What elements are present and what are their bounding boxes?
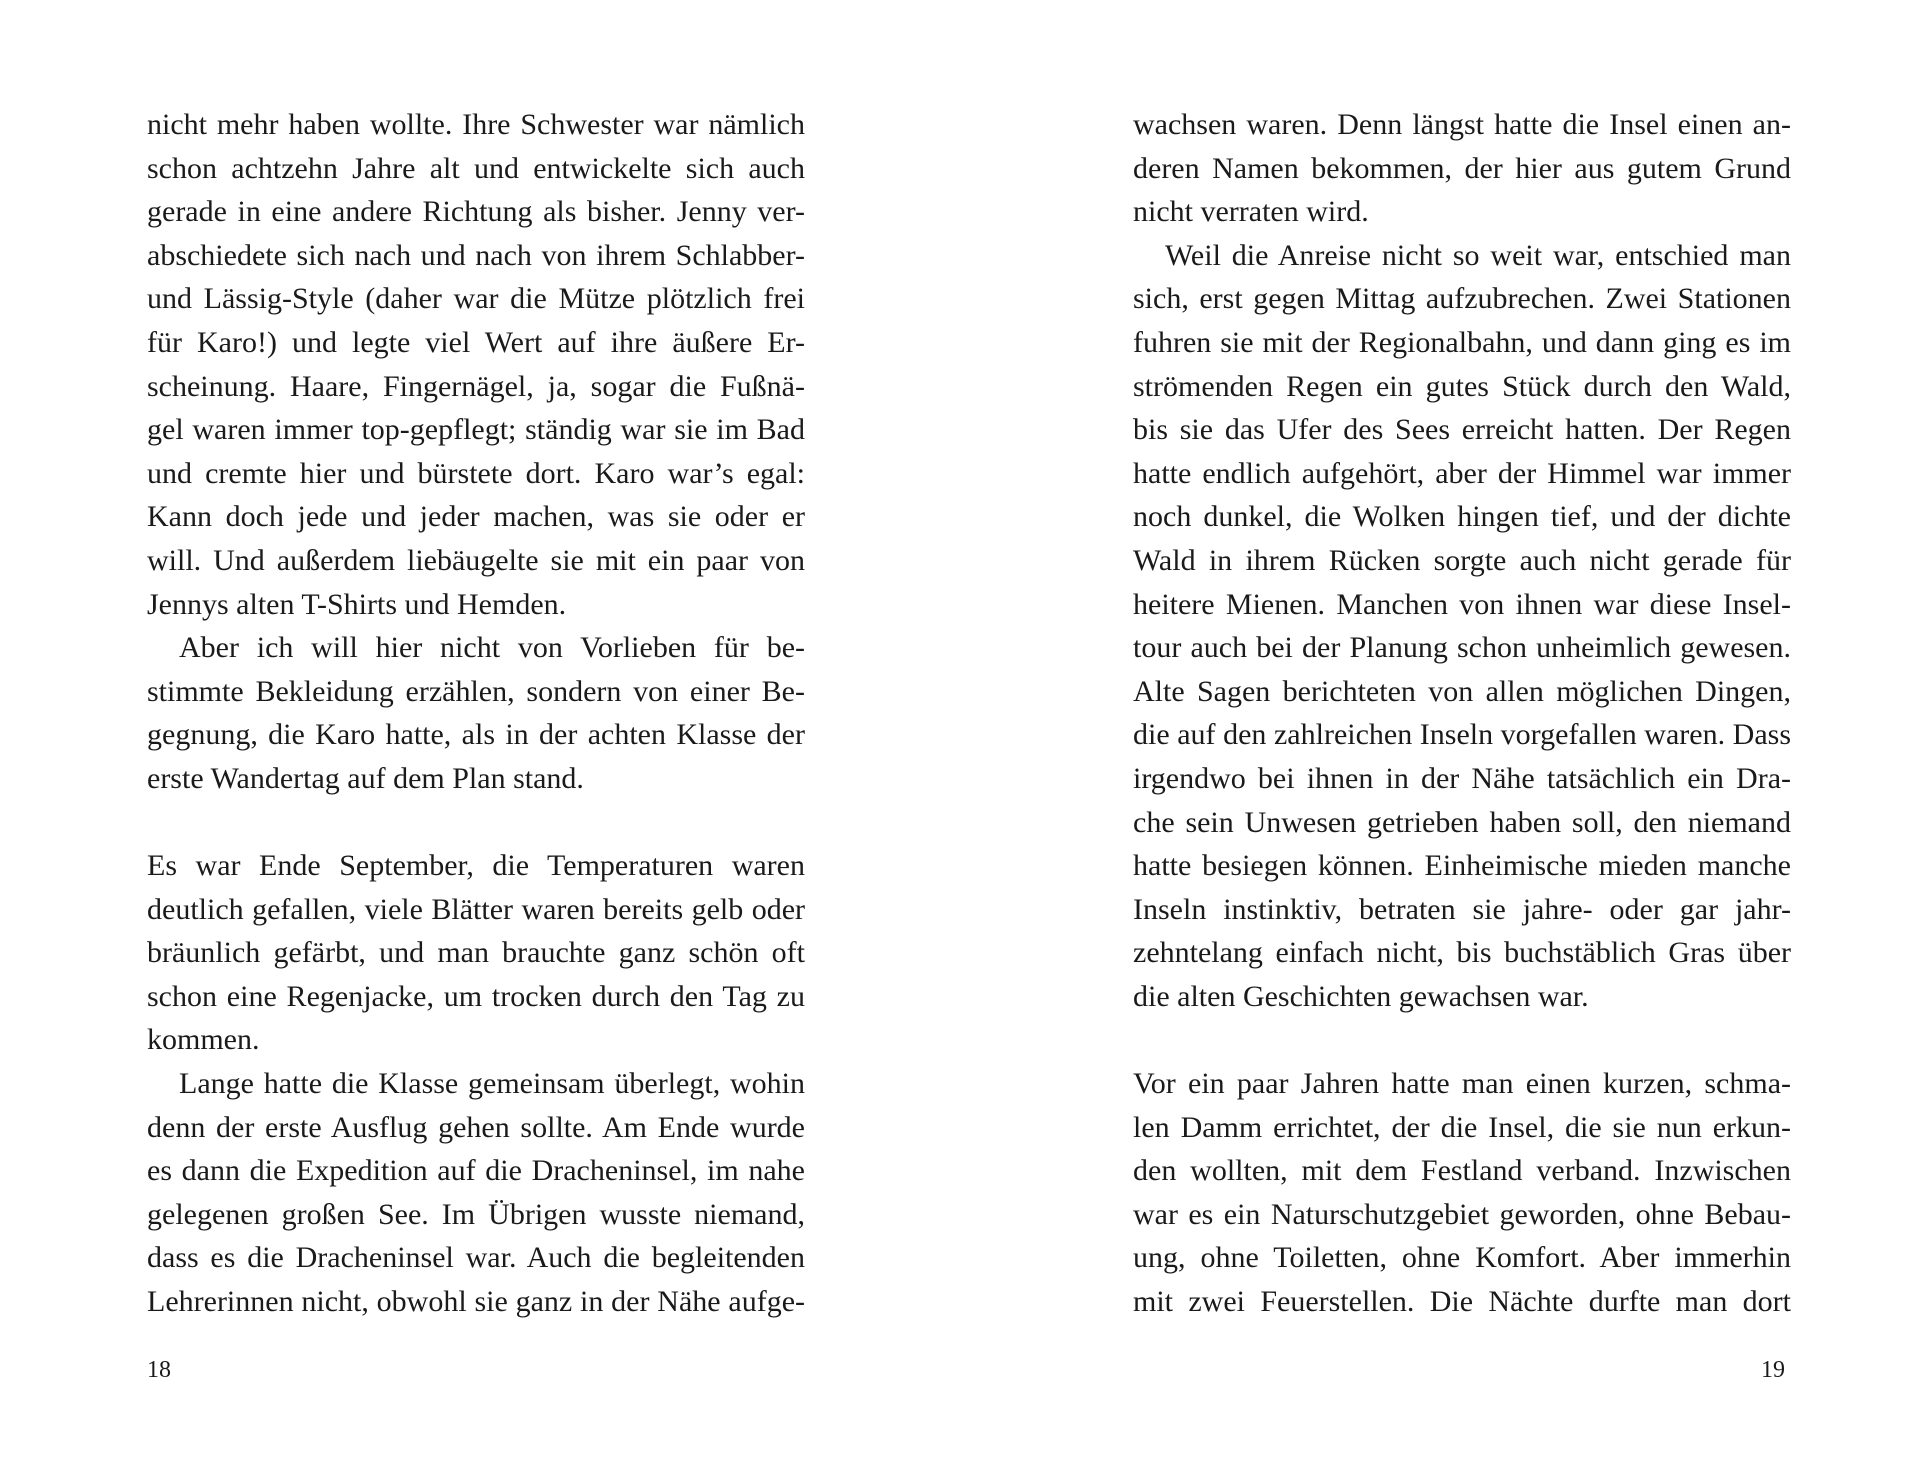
text-line: deutlich gefallen, viele Blätter waren bereits gelb oder (147, 892, 805, 926)
text-line: will. Und außerdem liebäugelte sie mit ein paar von (147, 543, 805, 577)
text-line: abschiedete sich nach und nach von ihrem Schlabber- (147, 238, 805, 272)
text-line: Lehrerinnen nicht, obwohl sie ganz in der Nähe aufge- (147, 1285, 805, 1319)
text-line: irgendwo bei ihnen in der Nähe tatsächlich ein Dra- (1133, 761, 1791, 795)
text-line: Wald in ihrem Rücken sorgte auch nicht gerade für (1133, 543, 1791, 577)
text-line: fuhren sie mit der Regionalbahn, und dann ging es im (1133, 325, 1791, 359)
text-line: tour auch bei der Planung schon unheimlich gewesen. (1133, 631, 1791, 665)
text-line: schon eine Regenjacke, um trocken durch den Tag zu (147, 979, 805, 1013)
text-line: Aber ich will hier nicht von Vorlieben für be- (179, 631, 805, 665)
text-line: gelegenen großen See. Im Übrigen wusste niemand, (147, 1197, 805, 1231)
text-line: nicht mehr haben wollte. Ihre Schwester war nämlich (147, 108, 805, 141)
text-line: Alte Sagen berichteten von allen möglichen Dingen, (1133, 674, 1791, 708)
text-line: denn der erste Ausflug gehen sollte. Am Ende wurde (147, 1110, 805, 1144)
text-line: schon achtzehn Jahre alt und entwickelte sich auch (147, 151, 805, 185)
text-line: stimmte Bekleidung erzählen, sondern von einer Be- (147, 674, 805, 708)
text-line: len Damm errichtet, der die Insel, die sie nun erkun- (1133, 1110, 1791, 1144)
text-line: zehntelang einfach nicht, bis buchstäblich Gras über (1133, 936, 1791, 970)
text-line: gerade in eine andere Richtung als bisher. Jenny ver- (147, 195, 805, 229)
text-line: war es ein Naturschutzgebiet geworden, ohne Bebau- (1133, 1197, 1791, 1231)
text-line: ung, ohne Toiletten, ohne Komfort. Aber immerhin (1133, 1241, 1791, 1275)
text-line: dass es die Dracheninsel war. Auch die begleitenden (147, 1241, 805, 1275)
text-line: hatte besiegen können. Einheimische mieden manche (1133, 849, 1791, 883)
section-break (147, 801, 805, 845)
text-line: gegnung, die Karo hatte, als in der achten Klasse der (147, 718, 805, 752)
right-page (960, 0, 1920, 1459)
text-line: bräunlich gefärbt, und man brauchte ganz schön oft (147, 936, 805, 970)
text-line: Weil die Anreise nicht so weit war, entschied man (1165, 238, 1791, 272)
text-line: heitere Mienen. Manchen von ihnen war diese Insel- (1133, 587, 1791, 621)
text-line: die alten Geschichten gewachsen war. (1133, 979, 1589, 1013)
text-line: Inseln instinktiv, betraten sie jahre- oder gar jahr- (1133, 892, 1791, 926)
text-line: che sein Unwesen getrieben haben soll, den niemand (1133, 805, 1791, 839)
text-line: es dann die Expedition auf die Dracheninsel, im nahe (147, 1154, 805, 1188)
text-line: hatte endlich aufgehört, aber der Himmel war immer (1133, 456, 1791, 490)
page-number: 19 (1761, 1357, 1785, 1383)
left-page-text (147, 103, 805, 1324)
text-line: Es war Ende September, die Temperaturen waren (147, 849, 805, 883)
text-line: Kann doch jede und jeder machen, was sie oder er (147, 500, 805, 534)
page-number: 18 (147, 1357, 171, 1383)
text-line: gel waren immer top-gepflegt; ständig war sie im Bad (147, 413, 805, 447)
text-line: Jennys alten T-Shirts und Hemden. (147, 587, 567, 621)
text-line: Vor ein paar Jahren hatte man einen kurzen, schma- (1133, 1067, 1791, 1101)
section-break (1133, 1018, 1791, 1062)
text-line: erste Wandertag auf dem Plan stand. (147, 761, 584, 795)
text-line: wachsen waren. Denn längst hatte die Insel einen an- (1133, 108, 1791, 141)
text-line: bis sie das Ufer des Sees erreicht hatten. Der Regen (1133, 413, 1791, 447)
text-line: und cremte hier und bürstete dort. Karo war’s egal: (147, 456, 805, 490)
text-line: deren Namen bekommen, der hier aus gutem Grund (1133, 151, 1791, 185)
text-line: Lange hatte die Klasse gemeinsam überlegt, wohin (179, 1067, 805, 1101)
text-line: kommen. (147, 1023, 260, 1057)
text-line: den wollten, mit dem Festland verband. Inzwischen (1133, 1154, 1791, 1188)
right-page-text (1133, 103, 1791, 1324)
text-line: die auf den zahlreichen Inseln vorgefallen waren. Dass (1133, 718, 1791, 752)
text-line: strömenden Regen ein gutes Stück durch den Wald, (1133, 369, 1791, 403)
text-line: sich, erst gegen Mittag aufzubrechen. Zwei Stationen (1133, 282, 1791, 316)
text-line: und Lässig-Style (daher war die Mütze plötzlich frei (147, 282, 805, 316)
text-line: nicht verraten wird. (1133, 195, 1369, 229)
text-line: für Karo!) und legte viel Wert auf ihre äußere Er- (147, 325, 805, 359)
text-line: mit zwei Feuerstellen. Die Nächte durfte man dort (1133, 1285, 1791, 1319)
text-line: noch dunkel, die Wolken hingen tief, und der dichte (1133, 500, 1791, 534)
text-line: scheinung. Haare, Fingernägel, ja, sogar die Fußnä- (147, 369, 805, 403)
